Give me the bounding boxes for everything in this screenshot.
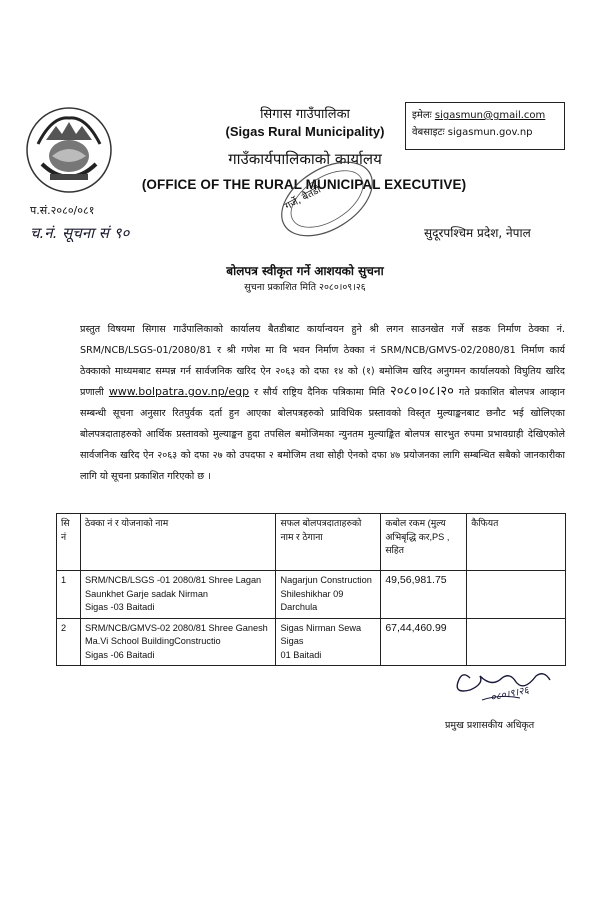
notice-title: बोलपत्र स्वीकृत गर्ने आशयको सुचना [226,264,384,278]
dispatch-number: च.नं. सूचना सं ९० [30,224,130,242]
contract-line: Saunkhet Garje sadak Nirman [84,588,209,599]
header-remarks: कैफियत [467,514,566,571]
notice-published-date: सुचना प्रकाशित मिति २०८०।०९।२६ [244,282,366,293]
notice-body [80,320,565,487]
handwritten-date: २०८०।०८।२० [389,384,454,400]
website-link[interactable]: sigasmun.gov.np [447,127,533,138]
website-label: वेबसाइटः [412,127,445,138]
bidder-line: Sigas Nirman Sewa Sigas [280,622,362,646]
contract-line: SRM/NCB/LSGS -01 2080/81 Shree Lagan [84,575,262,585]
cell-bidder [276,618,381,666]
bidder-line: Nagarjun Construction [280,575,372,585]
cell-amount: 49,56,981.75 [381,571,467,619]
cell-sn: 2 [57,618,81,666]
signature-date: ०८०।९।२६ [489,685,530,704]
egp-link[interactable]: www.bolpatra.gov.np/egp [108,385,250,399]
header-sn: सि नं [57,514,81,571]
body-text-part2: र सौर्य राष्ट्रिय दैनिक पत्रिकामा मिति [254,387,385,399]
table-header-row [57,514,566,571]
body-text-part1: प्रस्तुत विषयमा सिगास गाउँपालिकाको कार्यालय बैतडीबाट कार्यान्वयन हुने श्री लगन साउनखेत गर्जे सडक निर्माण ठेक्का नं. SRM/NCB/LSGS-01/2080/81 र श्री गणेश मा वि भवन निर्माण ठेक्का नं SRM/NCB/GMVS-02/2080/81 निर्माण कार्य ठेक्काको माध्यमबाट सम्पन्न गर्न सार्वजनिक खरिद ऐन २०६३ को दफा १४ को (१) बमोजिम खरिद अनुगमन कार्यालयको विघुतिय खरिद प्रणाली [80,324,565,399]
contract-line: SRM/NCB/GMVS-02 2080/81 Shree Ganesh [84,622,268,633]
cell-sn: 1 [57,571,81,619]
header-amount: कबोल रकम (मुल्य अभिबृद्धि कर,PS , सहित [381,514,467,571]
email-link[interactable]: sigasmun@gmail.com [434,110,546,121]
province-text: सुदूरपश्चिम प्रदेश, नेपाल [424,226,531,240]
email-label: इमेलः [412,110,432,121]
cell-bidder [276,571,381,619]
contract-line: Sigas -03 Baitadi [84,602,155,612]
office-name-nepali: गाउँकार्यपालिकाको कार्यालय [228,150,382,168]
contract-line: Sigas -06 Baitadi [84,649,155,660]
cell-contract [80,618,276,666]
office-name-english: (OFFICE OF THE RURAL MUNICIPAL EXECUTIVE) [141,177,467,192]
contact-box [405,102,565,150]
org-name-nepali: सिगास गाउँपालिका [260,107,350,122]
bidder-line: Shileshikhar 09 Darchula [280,588,344,612]
email-row [412,107,558,124]
cell-remarks [467,571,566,619]
contract-line: Ma.Vi School BuildingConstructio [84,636,221,646]
cell-contract [80,571,276,619]
signatory-title: प्रमुख प्रशासकीय अधिकृत [445,720,535,731]
stamp-location-text: गर्जे, बैतडी [283,184,323,213]
fiscal-year-ref: प.सं.२०८०/०८१ [30,204,95,217]
table-row [57,571,566,619]
bidder-line: 01 Baitadi [280,649,322,660]
header-contract: ठेक्का नं र योजनाको नाम [80,514,276,571]
body-text-part3: गते प्रकाशित बोलपत्र आव्हान सम्बन्धी सूचना अनुसार रितपुर्वक दर्ता हुन आएका बोलपत्रहरुको प्राविधिक प्रस्तावको विस्तृत मुल्याङ्कनबाट छनौट भई खोलिएका बोलपत्रदाताहरुको आर्थिक प्रस्तावको मुल्याङ्कन हुदा तपसिल बमोजिमका न्युनतम मुल्याङ्कित बोलपत्र सारभुत रुपमा प्रभावग्राही देखिएकोले सार्वजनिक खरिद ऐन २०६३ को दफा २७ को उपदफा २ बमोजिम तथा सोही ऐनको दफा ४७ प्रयोजनका लागि सम्बन्धित सबैको जानकारीका लागि यो सूचना प्रकाशित गरिएको छ । [80,387,565,482]
header-bidder: सफल बोलपत्रदाताहरुको नाम र ठेगाना [276,514,381,571]
org-name-english: (Sigas Rural Municipality) [225,124,385,139]
website-row [412,124,558,141]
award-table [56,513,566,666]
nepal-emblem-logo [22,104,116,196]
table-row [57,618,566,666]
cell-amount: 67,44,460.99 [381,618,467,666]
cell-remarks [467,618,566,666]
